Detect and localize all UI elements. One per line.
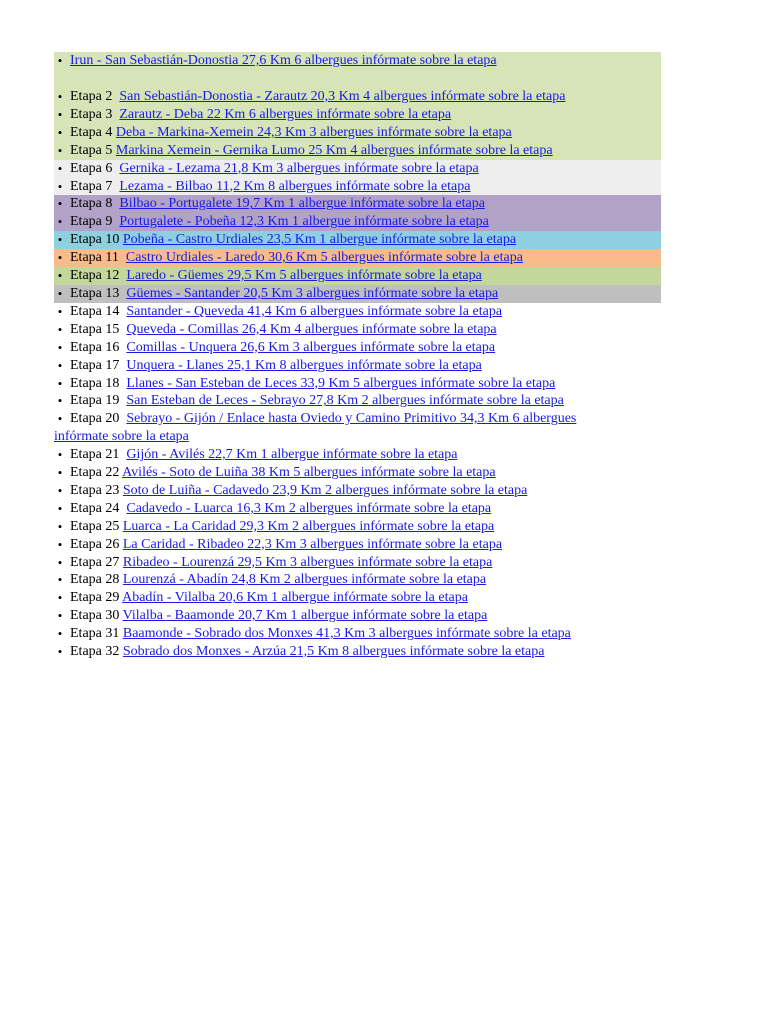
stage-item-13 bbox=[54, 285, 661, 303]
stage-label: Etapa 32 bbox=[70, 644, 120, 660]
stage-link-7[interactable]: Lezama - Bilbao 11,2 Km 8 albergues infórmate sobre la etapa bbox=[119, 178, 471, 194]
stage-item-24 bbox=[54, 500, 661, 518]
bullet-icon bbox=[54, 195, 66, 214]
bullet-icon bbox=[54, 500, 66, 519]
bullet-icon bbox=[54, 178, 66, 197]
bullet-icon bbox=[54, 106, 66, 125]
stage-item-23 bbox=[54, 482, 661, 500]
stage-link-27[interactable]: Ribadeo - Lourenzá 29,5 Km 3 albergues infórmate sobre la etapa bbox=[122, 554, 493, 570]
bullet-icon bbox=[54, 375, 66, 394]
stage-item-18 bbox=[54, 375, 661, 393]
bullet-icon bbox=[54, 410, 66, 429]
stage-item-21 bbox=[54, 446, 661, 464]
stage-label: Etapa 6 bbox=[70, 160, 113, 176]
stage-label: Etapa 29 bbox=[70, 590, 120, 606]
stage-label: Etapa 19 bbox=[70, 393, 120, 409]
stage-link-17[interactable]: Unquera - Llanes 25,1 Km 8 albergues infórmate sobre la etapa bbox=[126, 357, 482, 373]
stage-label: Etapa 13 bbox=[70, 285, 120, 301]
stage-list bbox=[54, 52, 661, 661]
bullet-icon bbox=[54, 52, 66, 71]
stage-link-11[interactable]: Castro Urdiales - Laredo 30,6 Km 5 albergues infórmate sobre la etapa bbox=[125, 250, 523, 266]
stage-link-25[interactable]: Luarca - La Caridad 29,3 Km 2 albergues infórmate sobre la etapa bbox=[122, 518, 495, 534]
stage-item-28 bbox=[54, 571, 661, 589]
bullet-icon bbox=[54, 267, 66, 286]
stage-link-1[interactable]: Irun - San Sebastián-Donostia 27,6 Km 6 albergues infórmate sobre la etapa bbox=[70, 53, 497, 68]
bullet-icon bbox=[54, 571, 66, 590]
stage-link-23[interactable]: Soto de Luiña - Cadavedo 23,9 Km 2 albergues infórmate sobre la etapa bbox=[122, 482, 528, 498]
stage-item-10 bbox=[54, 231, 661, 249]
stage-link-28[interactable]: Lourenzá - Abadín 24,8 Km 2 albergues infórmate sobre la etapa bbox=[122, 572, 487, 588]
stage-item-9 bbox=[54, 213, 661, 231]
stage-item-16 bbox=[54, 339, 661, 357]
bullet-icon bbox=[54, 231, 66, 250]
stage-link-4[interactable]: Deba - Markina-Xemein 24,3 Km 3 albergues infórmate sobre la etapa bbox=[115, 124, 512, 140]
stage-item-20 bbox=[54, 410, 661, 446]
bullet-icon bbox=[54, 625, 66, 644]
bullet-icon bbox=[54, 464, 66, 483]
stage-item-1 bbox=[54, 52, 661, 88]
stage-item-19 bbox=[54, 392, 661, 410]
stage-item-29 bbox=[54, 589, 661, 607]
stage-item-32 bbox=[54, 643, 661, 661]
stage-label: Etapa 20 bbox=[70, 411, 120, 427]
bullet-icon bbox=[54, 392, 66, 411]
bullet-icon bbox=[54, 88, 66, 107]
stage-link-12[interactable]: Laredo - Güemes 29,5 Km 5 albergues infórmate sobre la etapa bbox=[126, 268, 482, 284]
stage-item-30 bbox=[54, 607, 661, 625]
stage-label: Etapa 30 bbox=[70, 608, 120, 624]
stage-link-29[interactable]: Abadín - Vilalba 20,6 Km 1 albergue infórmate sobre la etapa bbox=[122, 590, 468, 606]
stage-item-14 bbox=[54, 303, 661, 321]
stage-link-21[interactable]: Gijón - Avilés 22,7 Km 1 albergue infórmate sobre la etapa bbox=[126, 447, 458, 463]
stage-link-15[interactable]: Queveda - Comillas 26,4 Km 4 albergues infórmate sobre la etapa bbox=[126, 321, 497, 337]
stage-label: Etapa 25 bbox=[70, 518, 120, 534]
stage-link-13[interactable]: Güemes - Santander 20,5 Km 3 albergues infórmate sobre la etapa bbox=[126, 285, 499, 301]
stage-item-11 bbox=[54, 249, 661, 267]
stage-label: Etapa 10 bbox=[70, 232, 120, 248]
stage-link-22[interactable]: Avilés - Soto de Luiña 38 Km 5 albergues infórmate sobre la etapa bbox=[122, 465, 496, 481]
bullet-icon bbox=[54, 124, 66, 143]
stage-link-9[interactable]: Portugalete - Pobeña 12,3 Km 1 albergue infórmate sobre la etapa bbox=[119, 214, 489, 230]
stage-label: Etapa 23 bbox=[70, 482, 120, 498]
stage-item-8 bbox=[54, 195, 661, 213]
stage-item-6 bbox=[54, 160, 661, 178]
stage-item-22 bbox=[54, 464, 661, 482]
stage-label: Etapa 2 bbox=[70, 89, 113, 104]
stage-item-12 bbox=[54, 267, 661, 285]
stage-label: Etapa 11 bbox=[70, 250, 119, 266]
stage-link-24[interactable]: Cadavedo - Luarca 16,3 Km 2 albergues infórmate sobre la etapa bbox=[126, 500, 492, 516]
bullet-icon bbox=[54, 213, 66, 232]
stage-link-18[interactable]: Llanes - San Esteban de Leces 33,9 Km 5 albergues infórmate sobre la etapa bbox=[126, 375, 556, 391]
stage-label: Etapa 27 bbox=[70, 554, 120, 570]
bullet-icon bbox=[54, 160, 66, 179]
stage-item-2 bbox=[54, 88, 661, 106]
stage-link-14[interactable]: Santander - Queveda 41,4 Km 6 albergues infórmate sobre la etapa bbox=[126, 303, 503, 319]
stage-item-7 bbox=[54, 178, 661, 196]
stage-link-3[interactable]: Zarautz - Deba 22 Km 6 albergues infórmate sobre la etapa bbox=[119, 106, 452, 122]
bullet-icon bbox=[54, 482, 66, 501]
stage-link-26[interactable]: La Caridad - Ribadeo 22,3 Km 3 albergues infórmate sobre la etapa bbox=[122, 536, 503, 552]
stage-label: Etapa 14 bbox=[70, 303, 120, 319]
stage-label: Etapa 24 bbox=[70, 500, 120, 516]
stage-item-26 bbox=[54, 536, 661, 554]
bullet-icon bbox=[54, 589, 66, 608]
stage-label: Etapa 16 bbox=[70, 339, 120, 355]
stage-label: Etapa 5 bbox=[70, 142, 113, 158]
stage-label: Etapa 7 bbox=[70, 178, 113, 194]
stage-label: Etapa 22 bbox=[70, 465, 120, 481]
stage-item-3 bbox=[54, 106, 661, 124]
stage-item-17 bbox=[54, 357, 661, 375]
stage-link-6[interactable]: Gernika - Lezama 21,8 Km 3 albergues infórmate sobre la etapa bbox=[119, 160, 479, 176]
stage-link-2[interactable]: San Sebastián-Donostia - Zarautz 20,3 Km 4 albergues infórmate sobre la etapa bbox=[119, 89, 566, 104]
stage-link-10[interactable]: Pobeña - Castro Urdiales 23,5 Km 1 albergue infórmate sobre la etapa bbox=[122, 232, 517, 248]
stage-item-25 bbox=[54, 518, 661, 536]
bullet-icon bbox=[54, 536, 66, 555]
stage-label: Etapa 9 bbox=[70, 214, 113, 230]
stage-link-5[interactable]: Markina Xemein - Gernika Lumo 25 Km 4 albergues infórmate sobre la etapa bbox=[115, 142, 553, 158]
bullet-icon bbox=[54, 554, 66, 573]
stage-label: Etapa 3 bbox=[70, 106, 113, 122]
bullet-icon bbox=[54, 249, 66, 268]
stage-link-31[interactable]: Baamonde - Sobrado dos Monxes 41,3 Km 3 albergues infórmate sobre la etapa bbox=[122, 626, 571, 642]
stage-link-8[interactable]: Bilbao - Portugalete 19,7 Km 1 albergue infórmate sobre la etapa bbox=[119, 196, 485, 212]
bullet-icon bbox=[54, 285, 66, 304]
bullet-icon bbox=[54, 142, 66, 161]
bullet-icon bbox=[54, 607, 66, 626]
stage-item-31 bbox=[54, 625, 661, 643]
stage-link-20-continued[interactable]: infórmate sobre la etapa bbox=[54, 429, 189, 445]
bullet-icon bbox=[54, 321, 66, 340]
bullet-icon bbox=[54, 339, 66, 358]
stage-label: Etapa 18 bbox=[70, 375, 120, 391]
bullet-icon bbox=[54, 643, 66, 662]
stage-item-4 bbox=[54, 124, 661, 142]
stage-link-30[interactable]: Vilalba - Baamonde 20,7 Km 1 albergue infórmate sobre la etapa bbox=[122, 608, 488, 624]
stage-item-15 bbox=[54, 321, 661, 339]
stage-link-19[interactable]: San Esteban de Leces - Sebrayo 27,8 Km 2 albergues infórmate sobre la etapa bbox=[126, 393, 564, 409]
stage-label: Etapa 8 bbox=[70, 196, 113, 212]
stage-label: Etapa 26 bbox=[70, 536, 120, 552]
stage-label: Etapa 12 bbox=[70, 268, 120, 284]
stage-link-20[interactable]: Sebrayo - Gijón / Enlace hasta Oviedo y Camino Primitivo 34,3 Km 6 albergues bbox=[126, 411, 577, 427]
bullet-icon bbox=[54, 357, 66, 376]
stage-item-5 bbox=[54, 142, 661, 160]
stage-label: Etapa 4 bbox=[70, 124, 113, 140]
bullet-icon bbox=[54, 446, 66, 465]
stage-link-16[interactable]: Comillas - Unquera 26,6 Km 3 albergues infórmate sobre la etapa bbox=[126, 339, 496, 355]
stage-label: Etapa 31 bbox=[70, 626, 120, 642]
stage-label: Etapa 28 bbox=[70, 572, 120, 588]
stage-link-32[interactable]: Sobrado dos Monxes - Arzúa 21,5 Km 8 albergues infórmate sobre la etapa bbox=[122, 644, 545, 660]
stage-label: Etapa 17 bbox=[70, 357, 120, 373]
bullet-icon bbox=[54, 303, 66, 322]
bullet-icon bbox=[54, 518, 66, 537]
stage-label: Etapa 21 bbox=[70, 447, 120, 463]
stage-item-27 bbox=[54, 554, 661, 572]
stage-label: Etapa 15 bbox=[70, 321, 120, 337]
